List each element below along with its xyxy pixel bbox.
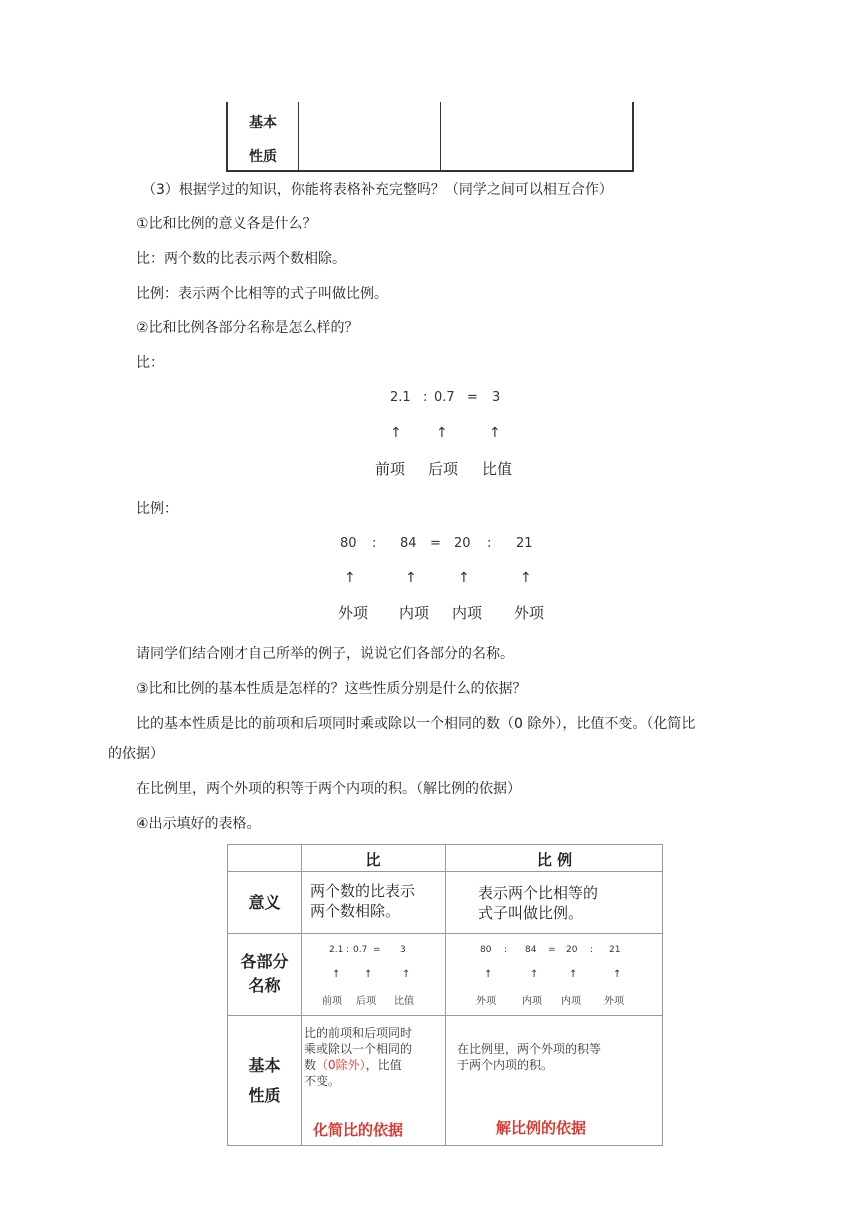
filled-table xyxy=(227,844,663,1146)
proportion-term-value: 80 xyxy=(340,536,357,551)
row-label-parts: 名称 xyxy=(248,976,281,995)
ratio-meaning: 两个数相除。 xyxy=(310,902,401,920)
proportion-term-name: 外项 xyxy=(514,604,545,622)
proportion-term-value: 20 xyxy=(454,536,471,551)
header-ratio: 比 xyxy=(365,851,381,869)
ratio-basis-label: 化简比的依据 xyxy=(313,1121,404,1139)
paragraph-question-3: （3）根据学过的知识，你能将表格补充完整吗？（同学之间可以相互合作） xyxy=(142,182,613,198)
table-divider xyxy=(228,933,662,934)
proportion-term-value: 80 xyxy=(480,945,492,955)
ratio-term-name: 后项 xyxy=(356,996,376,1007)
ratio-property-text: 乘或除以一个相同的 xyxy=(304,1042,413,1056)
ratio-equals: = xyxy=(373,945,381,955)
up-arrow-icon: ↑ xyxy=(402,969,411,980)
proportion-term-name: 外项 xyxy=(476,996,496,1007)
ratio-term-name: 后项 xyxy=(428,460,459,478)
up-arrow-icon: ↑ xyxy=(458,570,470,586)
ratio-term-value: 3 xyxy=(400,945,406,955)
paragraph-ask: 请同学们结合刚才自己所举的例子，说说它们各部分的名称。 xyxy=(136,646,514,662)
ratio-term-name: 前项 xyxy=(375,460,406,478)
partial-table xyxy=(226,102,634,172)
paragraph-q2: ②比和比例各部分名称是怎么样的？ xyxy=(136,320,359,336)
paragraph-ratio-property: 比的基本性质是比的前项和后项同时乘或除以一个相同的数（0 除外），比值不变。（化简比 xyxy=(136,716,696,732)
table-divider xyxy=(228,871,662,872)
proportion-equals: = xyxy=(430,536,441,551)
ratio-property-text: 数（0除外），比值 xyxy=(304,1058,402,1072)
table-divider xyxy=(228,1015,662,1016)
row-label-property: 基本 xyxy=(248,1056,281,1075)
table-row-label: 基本 xyxy=(249,115,277,131)
proportion-term-name: 内项 xyxy=(561,996,581,1007)
proportion-equals: = xyxy=(548,945,556,955)
up-arrow-icon: ↑ xyxy=(569,969,578,980)
up-arrow-icon: ↑ xyxy=(390,425,402,441)
proportion-property-text: 在比例里，两个外项的积等 xyxy=(457,1042,602,1056)
ratio-term-value: 0.7 xyxy=(353,945,368,955)
proportion-colon: : xyxy=(504,945,508,955)
proportion-term-value: 84 xyxy=(400,536,417,551)
up-arrow-icon: ↑ xyxy=(520,570,532,586)
proportion-term-value: 20 xyxy=(566,945,578,955)
proportion-term-name: 内项 xyxy=(399,604,430,622)
proportion-colon: : xyxy=(372,536,377,551)
table-divider xyxy=(440,102,441,170)
ratio-term-value: 3 xyxy=(492,390,501,405)
up-arrow-icon: ↑ xyxy=(344,570,356,586)
proportion-colon: : xyxy=(590,945,594,955)
ratio-term-value: 2.1 xyxy=(390,390,411,405)
proportion-term-value: 21 xyxy=(609,945,621,955)
ratio-term-name: 前项 xyxy=(322,996,342,1007)
proportion-term-name: 外项 xyxy=(338,604,369,622)
ratio-colon: : xyxy=(423,390,428,405)
row-label-property: 性质 xyxy=(248,1086,281,1105)
proportion-basis-label: 解比例的依据 xyxy=(496,1119,587,1137)
proportion-term-name: 内项 xyxy=(452,604,483,622)
up-arrow-icon: ↑ xyxy=(489,425,501,441)
paragraph-q3: ③比和比例的基本性质是怎样的？这些性质分别是什么的依据？ xyxy=(136,681,527,697)
up-arrow-icon: ↑ xyxy=(332,969,341,980)
ratio-term-name: 比值 xyxy=(394,996,414,1007)
up-arrow-icon: ↑ xyxy=(530,969,539,980)
proportion-term-value: 84 xyxy=(525,945,537,955)
paragraph-ratio-label: 比： xyxy=(136,355,164,371)
ratio-meaning: 两个数的比表示 xyxy=(310,882,416,900)
ratio-term-value: 0.7 xyxy=(434,390,455,405)
ratio-colon: : xyxy=(346,945,350,955)
paragraph-q1: ①比和比例的意义各是什么？ xyxy=(136,216,317,232)
paragraph-ratio-property-cont: 的依据） xyxy=(108,746,164,762)
ratio-equals: = xyxy=(467,390,478,405)
up-arrow-icon: ↑ xyxy=(405,570,417,586)
proportion-term-name: 外项 xyxy=(604,996,624,1007)
up-arrow-icon: ↑ xyxy=(613,969,622,980)
proportion-term-name: 内项 xyxy=(522,996,542,1007)
exception-note: （0除外） xyxy=(316,1058,366,1072)
proportion-term-value: 21 xyxy=(516,536,533,551)
ratio-term-value: 2.1 xyxy=(329,945,344,955)
proportion-meaning: 式子叫做比例。 xyxy=(478,904,584,922)
up-arrow-icon: ↑ xyxy=(436,425,448,441)
ratio-term-name: 比值 xyxy=(482,460,513,478)
header-proportion: 比 例 xyxy=(536,851,573,869)
up-arrow-icon: ↑ xyxy=(484,969,493,980)
proportion-property-text: 于两个内项的积。 xyxy=(457,1058,554,1072)
row-label-parts: 各部分 xyxy=(240,952,289,971)
ratio-property-text: 比的前项和后项同时 xyxy=(304,1026,413,1040)
paragraph-proportion-def: 比例：表示两个比相等的式子叫做比例。 xyxy=(136,286,388,302)
ratio-property-text: 不变。 xyxy=(304,1074,341,1088)
proportion-meaning: 表示两个比相等的 xyxy=(478,884,599,902)
proportion-colon: : xyxy=(487,536,492,551)
table-divider xyxy=(301,845,302,1145)
paragraph-proportion-label: 比例： xyxy=(136,501,178,517)
table-divider xyxy=(298,102,299,170)
paragraph-proportion-property: 在比例里，两个外项的积等于两个内项的积。（解比例的依据） xyxy=(136,781,521,797)
row-label-meaning: 意义 xyxy=(248,893,281,912)
up-arrow-icon: ↑ xyxy=(364,969,373,980)
paragraph-q4: ④出示填好的表格。 xyxy=(136,816,261,832)
paragraph-ratio-def: 比：两个数的比表示两个数相除。 xyxy=(136,251,346,267)
table-row-label: 性质 xyxy=(249,149,277,165)
table-divider xyxy=(445,845,446,1145)
